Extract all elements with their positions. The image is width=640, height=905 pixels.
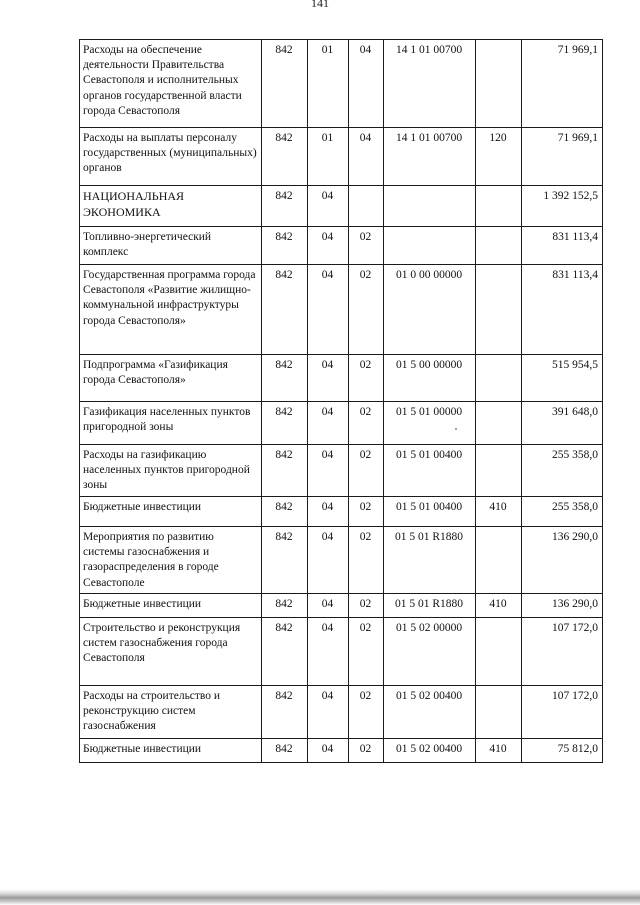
row-rz: 04 [308, 265, 349, 355]
row-amount: 255 358,0 [522, 445, 603, 497]
row-pr: 02 [349, 227, 384, 265]
row-ved: 842 [262, 739, 308, 763]
row-ved: 842 [262, 497, 308, 527]
row-ved: 842 [262, 402, 308, 445]
row-pr: 02 [349, 686, 384, 739]
row-ved: 842 [262, 128, 308, 186]
row-amount: 391 648,0 [522, 402, 603, 445]
row-name: Бюджетные инвестиции [80, 594, 262, 618]
row-rz: 04 [308, 497, 349, 527]
row-name: НАЦИОНАЛЬНАЯ ЭКОНОМИКА [80, 186, 262, 227]
row-name: Бюджетные инвестиции [80, 497, 262, 527]
row-vr [476, 355, 522, 402]
table-row [80, 445, 603, 497]
row-name: Расходы на обеспечение деятельности Правительства Севастополя и исполнительных органов государственной власти города Севастополя [80, 40, 262, 128]
row-name: Подпрограмма «Газификация города Севастополя» [80, 355, 262, 402]
row-ved: 842 [262, 227, 308, 265]
row-rz: 04 [308, 355, 349, 402]
row-rz: 04 [308, 686, 349, 739]
row-vr [476, 40, 522, 128]
row-name: Государственная программа города Севастополя «Развитие жилищно-коммунальной инфраструктуры города Севастополя» [80, 265, 262, 355]
row-csr: 01 5 02 00400 [384, 739, 476, 763]
row-rz: 01 [308, 128, 349, 186]
row-pr: 02 [349, 445, 384, 497]
row-pr: 02 [349, 618, 384, 686]
table-row [80, 527, 603, 594]
table-row [80, 355, 603, 402]
row-amount: 1 392 152,5 [522, 186, 603, 227]
table-row [80, 594, 603, 618]
row-rz: 04 [308, 594, 349, 618]
row-name: Расходы на строительство и реконструкцию систем газоснабжения [80, 686, 262, 739]
row-vr: 120 [476, 128, 522, 186]
row-csr: 01 0 00 00000 [384, 265, 476, 355]
row-amount: 71 969,1 [522, 128, 603, 186]
table-row [80, 739, 603, 763]
row-vr [476, 618, 522, 686]
row-rz: 04 [308, 618, 349, 686]
row-vr: 410 [476, 497, 522, 527]
row-csr: 01 5 01 00400 [384, 497, 476, 527]
row-csr: 01 5 02 00400 [384, 686, 476, 739]
row-pr: 04 [349, 40, 384, 128]
row-csr: 01 5 01 00400 [384, 445, 476, 497]
scan-speck [455, 428, 457, 430]
row-vr [476, 527, 522, 594]
row-csr: 01 5 01 00000 [384, 402, 476, 445]
budget-table [79, 39, 603, 763]
row-ved: 842 [262, 594, 308, 618]
row-vr [476, 445, 522, 497]
row-pr: 02 [349, 497, 384, 527]
row-vr [476, 186, 522, 227]
row-name: Топливно-энергетический комплекс [80, 227, 262, 265]
row-ved: 842 [262, 618, 308, 686]
table-row [80, 497, 603, 527]
row-csr: 14 1 01 00700 [384, 128, 476, 186]
row-csr: 01 5 02 00000 [384, 618, 476, 686]
row-rz: 04 [308, 739, 349, 763]
row-ved: 842 [262, 186, 308, 227]
row-ved: 842 [262, 40, 308, 128]
table-row [80, 402, 603, 445]
row-rz: 04 [308, 186, 349, 227]
row-vr [476, 265, 522, 355]
row-name: Расходы на газификацию населенных пунктов пригородной зоны [80, 445, 262, 497]
row-amount: 107 172,0 [522, 618, 603, 686]
row-csr: 14 1 01 00700 [384, 40, 476, 128]
table-row [80, 186, 603, 227]
row-vr [476, 227, 522, 265]
row-rz: 04 [308, 445, 349, 497]
table-row [80, 618, 603, 686]
row-rz: 04 [308, 527, 349, 594]
row-amount: 515 954,5 [522, 355, 603, 402]
row-amount: 75 812,0 [522, 739, 603, 763]
row-ved: 842 [262, 355, 308, 402]
row-csr: 01 5 01 R1880 [384, 527, 476, 594]
row-pr: 04 [349, 128, 384, 186]
row-vr [476, 402, 522, 445]
table-row [80, 40, 603, 128]
row-rz: 04 [308, 227, 349, 265]
row-name: Мероприятия по развитию системы газоснабжения и газораспределения в городе Севастополе [80, 527, 262, 594]
row-csr: 01 5 01 R1880 [384, 594, 476, 618]
row-ved: 842 [262, 527, 308, 594]
scan-bottom-edge [0, 889, 640, 905]
row-pr: 02 [349, 594, 384, 618]
row-name: Газификация населенных пунктов пригородной зоны [80, 402, 262, 445]
row-pr: 02 [349, 739, 384, 763]
table-row [80, 265, 603, 355]
row-pr: 02 [349, 355, 384, 402]
row-rz: 04 [308, 402, 349, 445]
row-vr [476, 686, 522, 739]
row-name: Бюджетные инвестиции [80, 739, 262, 763]
row-pr: 02 [349, 402, 384, 445]
row-csr: 01 5 00 00000 [384, 355, 476, 402]
row-ved: 842 [262, 686, 308, 739]
table-row [80, 686, 603, 739]
row-amount: 831 113,4 [522, 227, 603, 265]
row-vr: 410 [476, 594, 522, 618]
row-csr [384, 186, 476, 227]
row-rz: 01 [308, 40, 349, 128]
table-row [80, 128, 603, 186]
row-amount: 136 290,0 [522, 594, 603, 618]
row-name: Расходы на выплаты персоналу государственных (муниципальных) органов [80, 128, 262, 186]
row-pr: 02 [349, 265, 384, 355]
row-amount: 255 358,0 [522, 497, 603, 527]
row-name: Строительство и реконструкция систем газоснабжения города Севастополя [80, 618, 262, 686]
page-number: 141 [311, 0, 329, 10]
table-row [80, 227, 603, 265]
row-vr: 410 [476, 739, 522, 763]
row-ved: 842 [262, 445, 308, 497]
row-amount: 136 290,0 [522, 527, 603, 594]
row-pr: 02 [349, 527, 384, 594]
row-pr [349, 186, 384, 227]
row-ved: 842 [262, 265, 308, 355]
row-amount: 107 172,0 [522, 686, 603, 739]
row-amount: 831 113,4 [522, 265, 603, 355]
row-amount: 71 969,1 [522, 40, 603, 128]
row-csr [384, 227, 476, 265]
